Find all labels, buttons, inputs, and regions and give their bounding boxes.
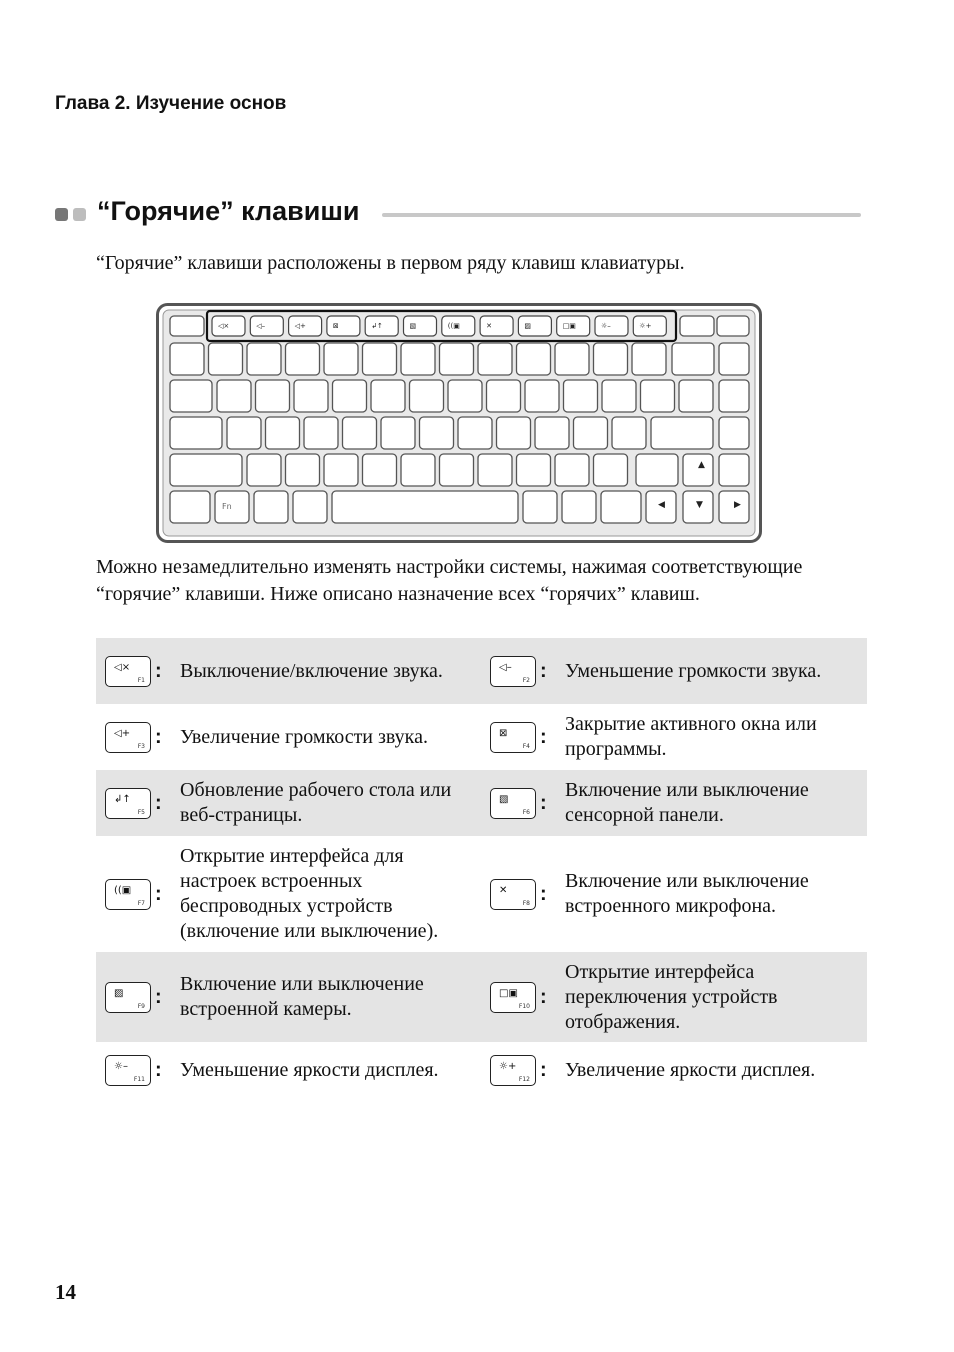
- keyboard-key: [371, 380, 405, 412]
- section-header: [55, 196, 861, 232]
- keyboard-key: [440, 454, 474, 486]
- keyboard-key: [680, 316, 714, 336]
- keyboard-key: [401, 454, 435, 486]
- key-glyph: ((▣: [114, 884, 132, 896]
- function-key-glyph: ⊠: [332, 322, 339, 330]
- touchpad-icon: [490, 788, 536, 819]
- keyboard-key: [525, 380, 559, 412]
- keyboard-key: [517, 343, 551, 375]
- keyboard-key: [227, 417, 261, 449]
- intro-text: “Горячие” клавиши расположены в первом ряду клавиш клавиатуры.: [96, 252, 685, 274]
- key-colon: :: [540, 985, 547, 1008]
- function-key-glyph: ◁+: [294, 322, 306, 330]
- function-key-glyph: ▨: [524, 322, 532, 330]
- keyboard-key: [256, 380, 290, 412]
- hotkey-key: [481, 982, 565, 1013]
- hotkey-item: [481, 770, 867, 836]
- function-key: [595, 316, 628, 336]
- key-fn-label: F10: [518, 1002, 530, 1010]
- keyboard-key: [363, 343, 397, 375]
- function-key-glyph: □▣: [562, 322, 576, 330]
- hotkey-description: Закрытие активного окна или программы.: [565, 713, 817, 760]
- keyboard-key: [641, 380, 675, 412]
- key-glyph: ☼–: [114, 1060, 128, 1072]
- keyboard-key: [170, 343, 204, 375]
- hotkey-key: [96, 879, 180, 910]
- keyboard-key: [636, 454, 678, 486]
- hotkey-row: [96, 952, 867, 1042]
- page-number: 14: [55, 1280, 76, 1304]
- keyboard-key: [304, 417, 338, 449]
- keyboard-key: [717, 316, 749, 336]
- hotkey-row: [96, 770, 867, 836]
- hotkey-item: [481, 1042, 867, 1098]
- key-fn-label: F2: [522, 676, 530, 684]
- key-fn-label: F12: [518, 1075, 530, 1083]
- function-key: [480, 316, 513, 336]
- keyboard-key: [478, 343, 512, 375]
- keyboard-key: [170, 417, 222, 449]
- keyboard-key: [632, 343, 666, 375]
- keyboard-key: [478, 454, 512, 486]
- hotkey-item: [481, 638, 867, 704]
- keyboard-key: [286, 454, 320, 486]
- hotkey-description: Включение или выключение встроенной камеры.: [180, 973, 424, 1020]
- key-glyph: ◁–: [499, 661, 512, 673]
- keyboard-key: [170, 380, 212, 412]
- keyboard-key: [672, 343, 714, 375]
- keyboard-key: [523, 491, 557, 523]
- fn-key-label: Fn: [222, 502, 232, 511]
- keyboard-key: [333, 380, 367, 412]
- hotkey-key: [481, 788, 565, 819]
- chapter-title: Глава 2. Изучение основ: [55, 93, 287, 114]
- keyboard-key: [651, 417, 713, 449]
- space-key: [332, 491, 518, 523]
- keyboard-key: [343, 417, 377, 449]
- key-fn-label: F7: [137, 899, 145, 907]
- keyboard-key: [555, 454, 589, 486]
- hotkey-key: [481, 879, 565, 910]
- arrow-left-icon: ◀: [658, 500, 665, 510]
- mute-icon: [105, 656, 151, 687]
- hotkey-description: Открытие интерфейса переключения устройств отображения.: [565, 960, 778, 1033]
- keyboard-key: [286, 343, 320, 375]
- key-glyph: □▣: [499, 987, 518, 999]
- hotkey-item: [481, 704, 867, 770]
- hotkey-description: Включение или выключение сенсорной панели.: [565, 779, 809, 826]
- volume-up-icon: [105, 722, 151, 753]
- keyboard-key: [324, 454, 358, 486]
- keyboard-key: [487, 380, 521, 412]
- keyboard-key: [683, 454, 713, 486]
- hotkey-key: [481, 722, 565, 753]
- keyboard-key: [458, 417, 492, 449]
- keyboard-key: [517, 454, 551, 486]
- keyboard-key: [719, 454, 749, 486]
- hotkey-description: Увеличение громкости звука.: [180, 725, 428, 748]
- hotkey-item: [96, 638, 481, 704]
- keyboard-key: [324, 343, 358, 375]
- arrow-up-icon: ▲: [698, 460, 705, 470]
- key-colon: :: [155, 882, 162, 905]
- keyboard-key: [420, 417, 454, 449]
- keyboard-key: [254, 491, 288, 523]
- function-key-glyph: ▧: [409, 322, 417, 330]
- key-fn-label: F3: [137, 742, 145, 750]
- key-glyph: ◁×: [114, 661, 131, 673]
- section-bullet-icon: [73, 208, 86, 221]
- keyboard-key: [401, 343, 435, 375]
- key-glyph: ⊠: [499, 727, 508, 739]
- key-colon: :: [155, 791, 162, 814]
- hotkey-item: [481, 952, 867, 1042]
- refresh-icon: [105, 788, 151, 819]
- key-glyph: ↲↑: [114, 793, 131, 805]
- function-key-glyph: ↲↑: [371, 322, 383, 330]
- section-rule: [382, 213, 861, 217]
- keyboard-key: [535, 417, 569, 449]
- key-colon: :: [540, 725, 547, 748]
- keyboard-key: [497, 417, 531, 449]
- key-colon: :: [155, 1058, 162, 1081]
- keyboard-key: [247, 454, 281, 486]
- hotkey-description: Увеличение яркости дисплея.: [565, 1058, 816, 1081]
- function-key-glyph: ((▣: [447, 322, 460, 330]
- hotkey-key: [96, 656, 180, 687]
- keyboard-key: [719, 380, 749, 412]
- hotkey-item: [96, 704, 481, 770]
- key-glyph: ✕: [499, 884, 508, 896]
- hotkey-key: [96, 1055, 180, 1086]
- hotkey-row: [96, 836, 867, 952]
- keyboard-key: [170, 316, 204, 336]
- keyboard-key: [562, 491, 596, 523]
- keyboard-keys: [170, 316, 749, 523]
- keyboard-key: [594, 454, 628, 486]
- function-key-glyph: ☼+: [639, 322, 652, 330]
- close-window-icon: [490, 722, 536, 753]
- function-key-glyph: ✕: [486, 322, 492, 330]
- key-colon: :: [540, 882, 547, 905]
- hotkey-item: [96, 952, 481, 1042]
- section-bullet-icon: [55, 208, 68, 221]
- key-fn-label: F8: [522, 899, 530, 907]
- key-colon: :: [155, 725, 162, 748]
- keyboard-key: [602, 380, 636, 412]
- keyboard-key: [217, 380, 251, 412]
- function-key-glyph: ◁×: [218, 322, 230, 330]
- section-title: “Горячие” клавиши: [97, 196, 360, 226]
- key-fn-label: F6: [522, 808, 530, 816]
- hotkey-description: Открытие интерфейса для настроек встроенных беспроводных устройств (включение или выключение).: [180, 845, 439, 942]
- key-fn-label: F4: [522, 742, 530, 750]
- hotkey-key: [96, 982, 180, 1013]
- keyboard-key: [719, 343, 749, 375]
- keyboard-key: [594, 343, 628, 375]
- function-key: [518, 316, 551, 336]
- hotkey-row: [96, 1042, 867, 1098]
- arrow-right-icon: ▶: [734, 500, 741, 510]
- key-glyph: ▧: [499, 793, 509, 805]
- arrow-down-icon: ▼: [696, 500, 703, 510]
- key-colon: :: [155, 985, 162, 1008]
- keyboard-key: [247, 343, 281, 375]
- hotkey-description: Уменьшение громкости звука.: [565, 659, 822, 682]
- keyboard-key: [564, 380, 598, 412]
- key-glyph: ☼+: [499, 1060, 517, 1072]
- keyboard-key: [209, 343, 243, 375]
- hotkey-row: [96, 704, 867, 770]
- volume-down-icon: [490, 656, 536, 687]
- key-colon: :: [540, 791, 547, 814]
- key-colon: :: [155, 659, 162, 682]
- hotkey-table: [96, 638, 867, 1098]
- hotkey-item: [96, 770, 481, 836]
- function-key-glyph: ☼–: [601, 322, 611, 330]
- function-key: [327, 316, 360, 336]
- function-key: [404, 316, 437, 336]
- keyboard-key: [555, 343, 589, 375]
- hotkey-key: [96, 788, 180, 819]
- key-fn-label: F9: [137, 1002, 145, 1010]
- key-fn-label: F11: [133, 1075, 145, 1083]
- keyboard-key: [215, 491, 249, 523]
- function-key: [250, 316, 283, 336]
- brightness-down-icon: [105, 1055, 151, 1086]
- keyboard-key: [266, 417, 300, 449]
- hotkey-description: Выключение/включение звука.: [180, 659, 443, 682]
- keyboard-key: [170, 491, 210, 523]
- hotkey-description: Обновление рабочего стола или веб-страницы.: [180, 779, 452, 826]
- keyboard-key: [679, 380, 713, 412]
- hotkey-description: Включение или выключение встроенного микрофона.: [565, 870, 809, 917]
- wireless-icon: [105, 879, 151, 910]
- key-glyph: ◁+: [114, 727, 131, 739]
- hotkey-row: [96, 638, 867, 704]
- description-text: Можно незамедлительно изменять настройки системы, нажимая соответствующие “горячие” клавиши. Ниже описано назначение всех “горячих” клавиш.: [96, 556, 803, 605]
- keyboard-key: [170, 454, 242, 486]
- keyboard-key: [410, 380, 444, 412]
- display-switch-icon: [490, 982, 536, 1013]
- hotkey-item: [481, 836, 867, 952]
- keyboard-key: [363, 454, 397, 486]
- hotkey-item: [96, 1042, 481, 1098]
- keyboard-key: [448, 380, 482, 412]
- keyboard-key: [294, 380, 328, 412]
- camera-off-icon: [105, 982, 151, 1013]
- keyboard-illustration: [156, 303, 762, 543]
- keyboard-key: [612, 417, 646, 449]
- hotkey-key: [481, 1055, 565, 1086]
- function-key-glyph: ◁–: [256, 322, 266, 330]
- keyboard-key: [719, 417, 749, 449]
- hotkey-key: [481, 656, 565, 687]
- key-fn-label: F5: [137, 808, 145, 816]
- brightness-up-icon: [490, 1055, 536, 1086]
- key-fn-label: F1: [137, 676, 145, 684]
- hotkey-description: Уменьшение яркости дисплея.: [180, 1058, 439, 1081]
- hotkey-key: [96, 722, 180, 753]
- keyboard-key: [601, 491, 641, 523]
- key-glyph: ▨: [114, 987, 124, 999]
- keyboard-key: [440, 343, 474, 375]
- microphone-off-icon: [490, 879, 536, 910]
- key-colon: :: [540, 1058, 547, 1081]
- keyboard-key: [574, 417, 608, 449]
- hotkey-item: [96, 836, 481, 952]
- key-colon: :: [540, 659, 547, 682]
- keyboard-key: [293, 491, 327, 523]
- keyboard-key: [381, 417, 415, 449]
